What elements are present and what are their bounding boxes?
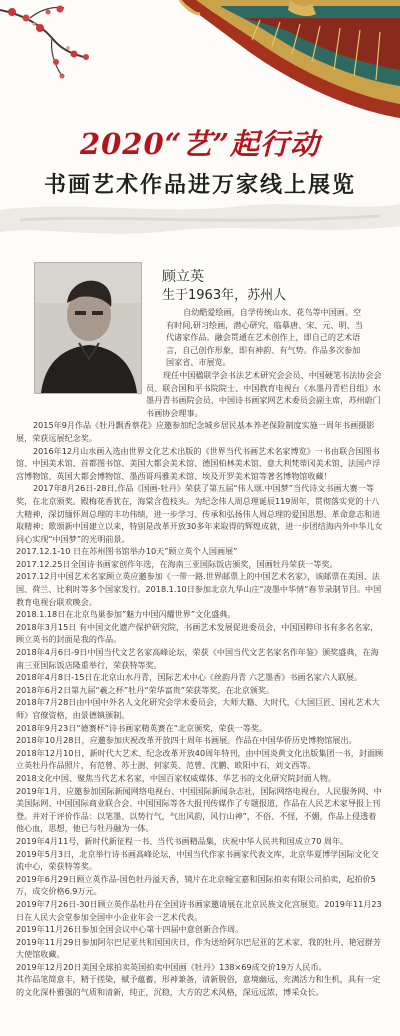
palace-roof-illustration — [140, 0, 400, 132]
intro-line: 有时间,研习绘画，潜心研究，临摹唐、宋、元、明、当 — [166, 319, 363, 330]
bio-paragraph: 2019年6月29日顾立英作品-国色牡丹溢天香，镜片在北京翰宝嘉和国际拍卖有限公司拍卖，起拍价5万，成交价格6.9万元。 — [16, 873, 376, 897]
intro-line: 国家省、市展览。 — [166, 357, 231, 368]
bio-paragraph: 2018年12月10日，新时代大艺术、纪念改革开放40周年特刊，由中国炎黄文化出版集团一书，封面顾立英牡丹作品照片，有范曾、苏士澍、何家英、范曾、沈鹏、欧阳中石，刘文西等。 — [16, 747, 384, 771]
bio-paragraph: 2019年1月，应邀参加国际新闻网络电视台、中国国际新闻杂志社，国际网络电视台，人民服务网、中美国际网、中国国际商业联合会、中国国际等各大报刊传媒作了专题报道，作品在人民艺术家导报上刊登。并对于评价作品：以笔墨、以势行气，气出风韵，风行山神”，不俗、不怪，不媚，作品上侵透着他心血，思想，他已与牡丹融为一体。 — [16, 785, 382, 834]
bio-paragraph: 2018年4月6日-9日中国当代文艺名家高峰论坛，荣获《中国当代文艺名家名作年鉴》颁奖盛典，在海南三亚国际饭店隆重举行，荣获特等奖。 — [16, 647, 379, 670]
bio-paragraph: 2019年7月26日-30日顾立英作品牡丹在全国诗书画家邀请展在北京民族文化宫展览。2019年11月23日在人民大会堂参加全国中小企业年会一艺术代表。 — [16, 898, 382, 922]
biography-text — [16, 306, 384, 999]
bio-paragraph: 现任中国楹联学会书法艺术研究会会员、中国硬笔书法协会会员、联合国和平书院院士、中国教育电视台《水墨丹青栏目组》水墨丹青书画院会员、中国诗书画家网艺术委员会副主席，苏州蔚门书画协会理事。 — [146, 369, 382, 418]
bio-paragraph: 2017.12.25日全国诗书画家创作年选，在海南三亚国际饭店颁奖，国画牡丹荣获一等奖。 — [16, 558, 338, 569]
bio-paragraph: 2019年5月3日，北京举行诗书画高峰论坛，中国当代作家书画家代表文库，北京华夏博学国际文化交流中心，荣获特等奖。 — [16, 848, 379, 872]
bio-paragraph: 2015年9月作品《牡丹飘香蔡花》应邀参加纪念城乡居民基本养老保险制度实施一周年书画摄影展，荣获远展纪念奖。 — [16, 420, 375, 443]
bio-paragraph: 2019年4月11号，新时代新征程一书、当代书画精品集，庆祝中华人民共和国成立70 周年。 — [16, 835, 349, 846]
bio-paragraph: 2018.1.18日在北京鸟巢参加”魅力中国闪耀世界”文化盛典。 — [16, 609, 236, 620]
bio-paragraph: 2019年11月26日参加全国会议中心第十四届中意创新合作周。 — [16, 924, 244, 935]
plum-blossom-branch-illustration — [0, 0, 120, 90]
bio-paragraph: 2018年10月28日，应邀参加庆祝改革开放四十周年书画展。作品在中国华侨历史博物馆展出。 — [16, 735, 357, 746]
bio-paragraph: 2018年9月23日“德赛杯”诗书画家精英赛在“北京颁奖，荣获一等奖。 — [16, 722, 267, 733]
bio-paragraph: 2019年11月29日参加阿尔巴尼亚共和国国庆日，作为送给阿尔巴尼亚的艺术家，我的牡丹、艳冠群芳大使馆收藏。 — [16, 936, 381, 960]
bio-paragraph: 2016年12月山水画入选由世界文化艺术出版的《世界当代书画艺术名家博览》一书由联合国图书馆、中国美术馆、首都图书馆、美国大都会美术馆、德国柏林美术馆、意大利梵蒂冈美术馆、法国卢浮宫博物馆、英国大都会博物馆、墨西哥玛雅美术馆、埃及开罗美术馆等著名博物馆收藏！ — [16, 445, 381, 481]
intro-line: 代诸家作品。融会贯通在艺术创作上，即自己的艺术语 — [166, 332, 361, 343]
bio-paragraph: 2018文化中国、聚焦当代艺术名家，中国百家权威媒体、华艺书的文化研究院封面人物。 — [16, 772, 337, 783]
bio-paragraph: 其作品笔简意丰，精于搓染，赋予蕴蓄，形神兼备，清新脱俗，意境幽远，充满活力和生机，具有一定的文化深朴雅强的气质和清新，纯正，沉稳，大方的艺术风格，深远远浓，博采众长。 — [16, 974, 381, 998]
ink-brush-divider — [0, 196, 400, 240]
bio-paragraph: 2018年6月2日第九届“羲之杯”牡丹“荣华富贵”荣获等奖，在北京颁奖。 — [16, 684, 275, 695]
bio-paragraph: 2017.12月中国艺术名家顾立英应邀参加《一带一路.世界邮票上的中国艺术名家》，该邮票在美国、法国、荷兰、比利时等多个国家发行。2018.1.10日参加北京九华山庄“凌墨中华情”春节录制节目。中国教育电视台联欢晚会。 — [16, 571, 382, 607]
bio-paragraph: 2018年7月28日由中国中外名人文化研究会学术委员会，大师大籍、大时代，《大国巨匠、国礼艺术大师》官僚资格，由景德镇颁制。 — [16, 697, 380, 720]
bio-paragraph: 2017年8月26日-28日,作品《国画-牡丹》荣获了第五届“伟人颂.中国梦”当代诗文书画大赛一等奖，在北京颁奖。殿梅花香犹在，海棠含苞枝头。为纪念伟人周总理诞辰119周年，贯彻落实党的十八大精神，深切缅怀周总理的丰功伟绩，进一步学习、传承和弘扬伟人周总理的爱国思想、革命意志和进取精神；歌颂新中国建立以来，特别是改革开放30多年来取得的辉煌成就，进一步团结海内外中华儿女同心实现“中国梦”的光明前景。 — [16, 483, 383, 544]
artist-birth-info: 生于1963年，苏州人 — [162, 288, 287, 303]
bio-paragraph: 2018年4月8日-15日在北京山水丹青，国际艺术中心《丝韵丹青 六艺墨香》书画名家六人联展。 — [16, 672, 363, 683]
bio-paragraph: 2019年12月20日美国全球拍卖英国拍卖中国画《牡丹》138×69成交价19万人民币。 — [16, 961, 327, 972]
intro-line: 言，自己创作形象，即有神韵、有气势。作品多次参加 — [166, 344, 361, 355]
artist-name: 顾立英 — [162, 269, 204, 285]
exhibition-subtitle: 书画艺术作品进万家线上展览 — [43, 172, 356, 198]
intro-line: 自幼酷爱绘画，自学传统山水、花鸟等中国画。空 — [183, 307, 362, 317]
bio-paragraph: 2017.12.1-10 日在苏州图书馆举办10天”顾立英个人国画展” — [16, 546, 238, 557]
header-banner — [0, 0, 400, 250]
event-title: 2020“艺”起行动 — [79, 127, 321, 161]
bio-paragraph: 2018年3月15日 有中国文化遗产保护研究院，书画艺术发展促进委员会，中国国粹印书有多名名家，顾立英书的封面是我的作品。 — [16, 621, 379, 645]
